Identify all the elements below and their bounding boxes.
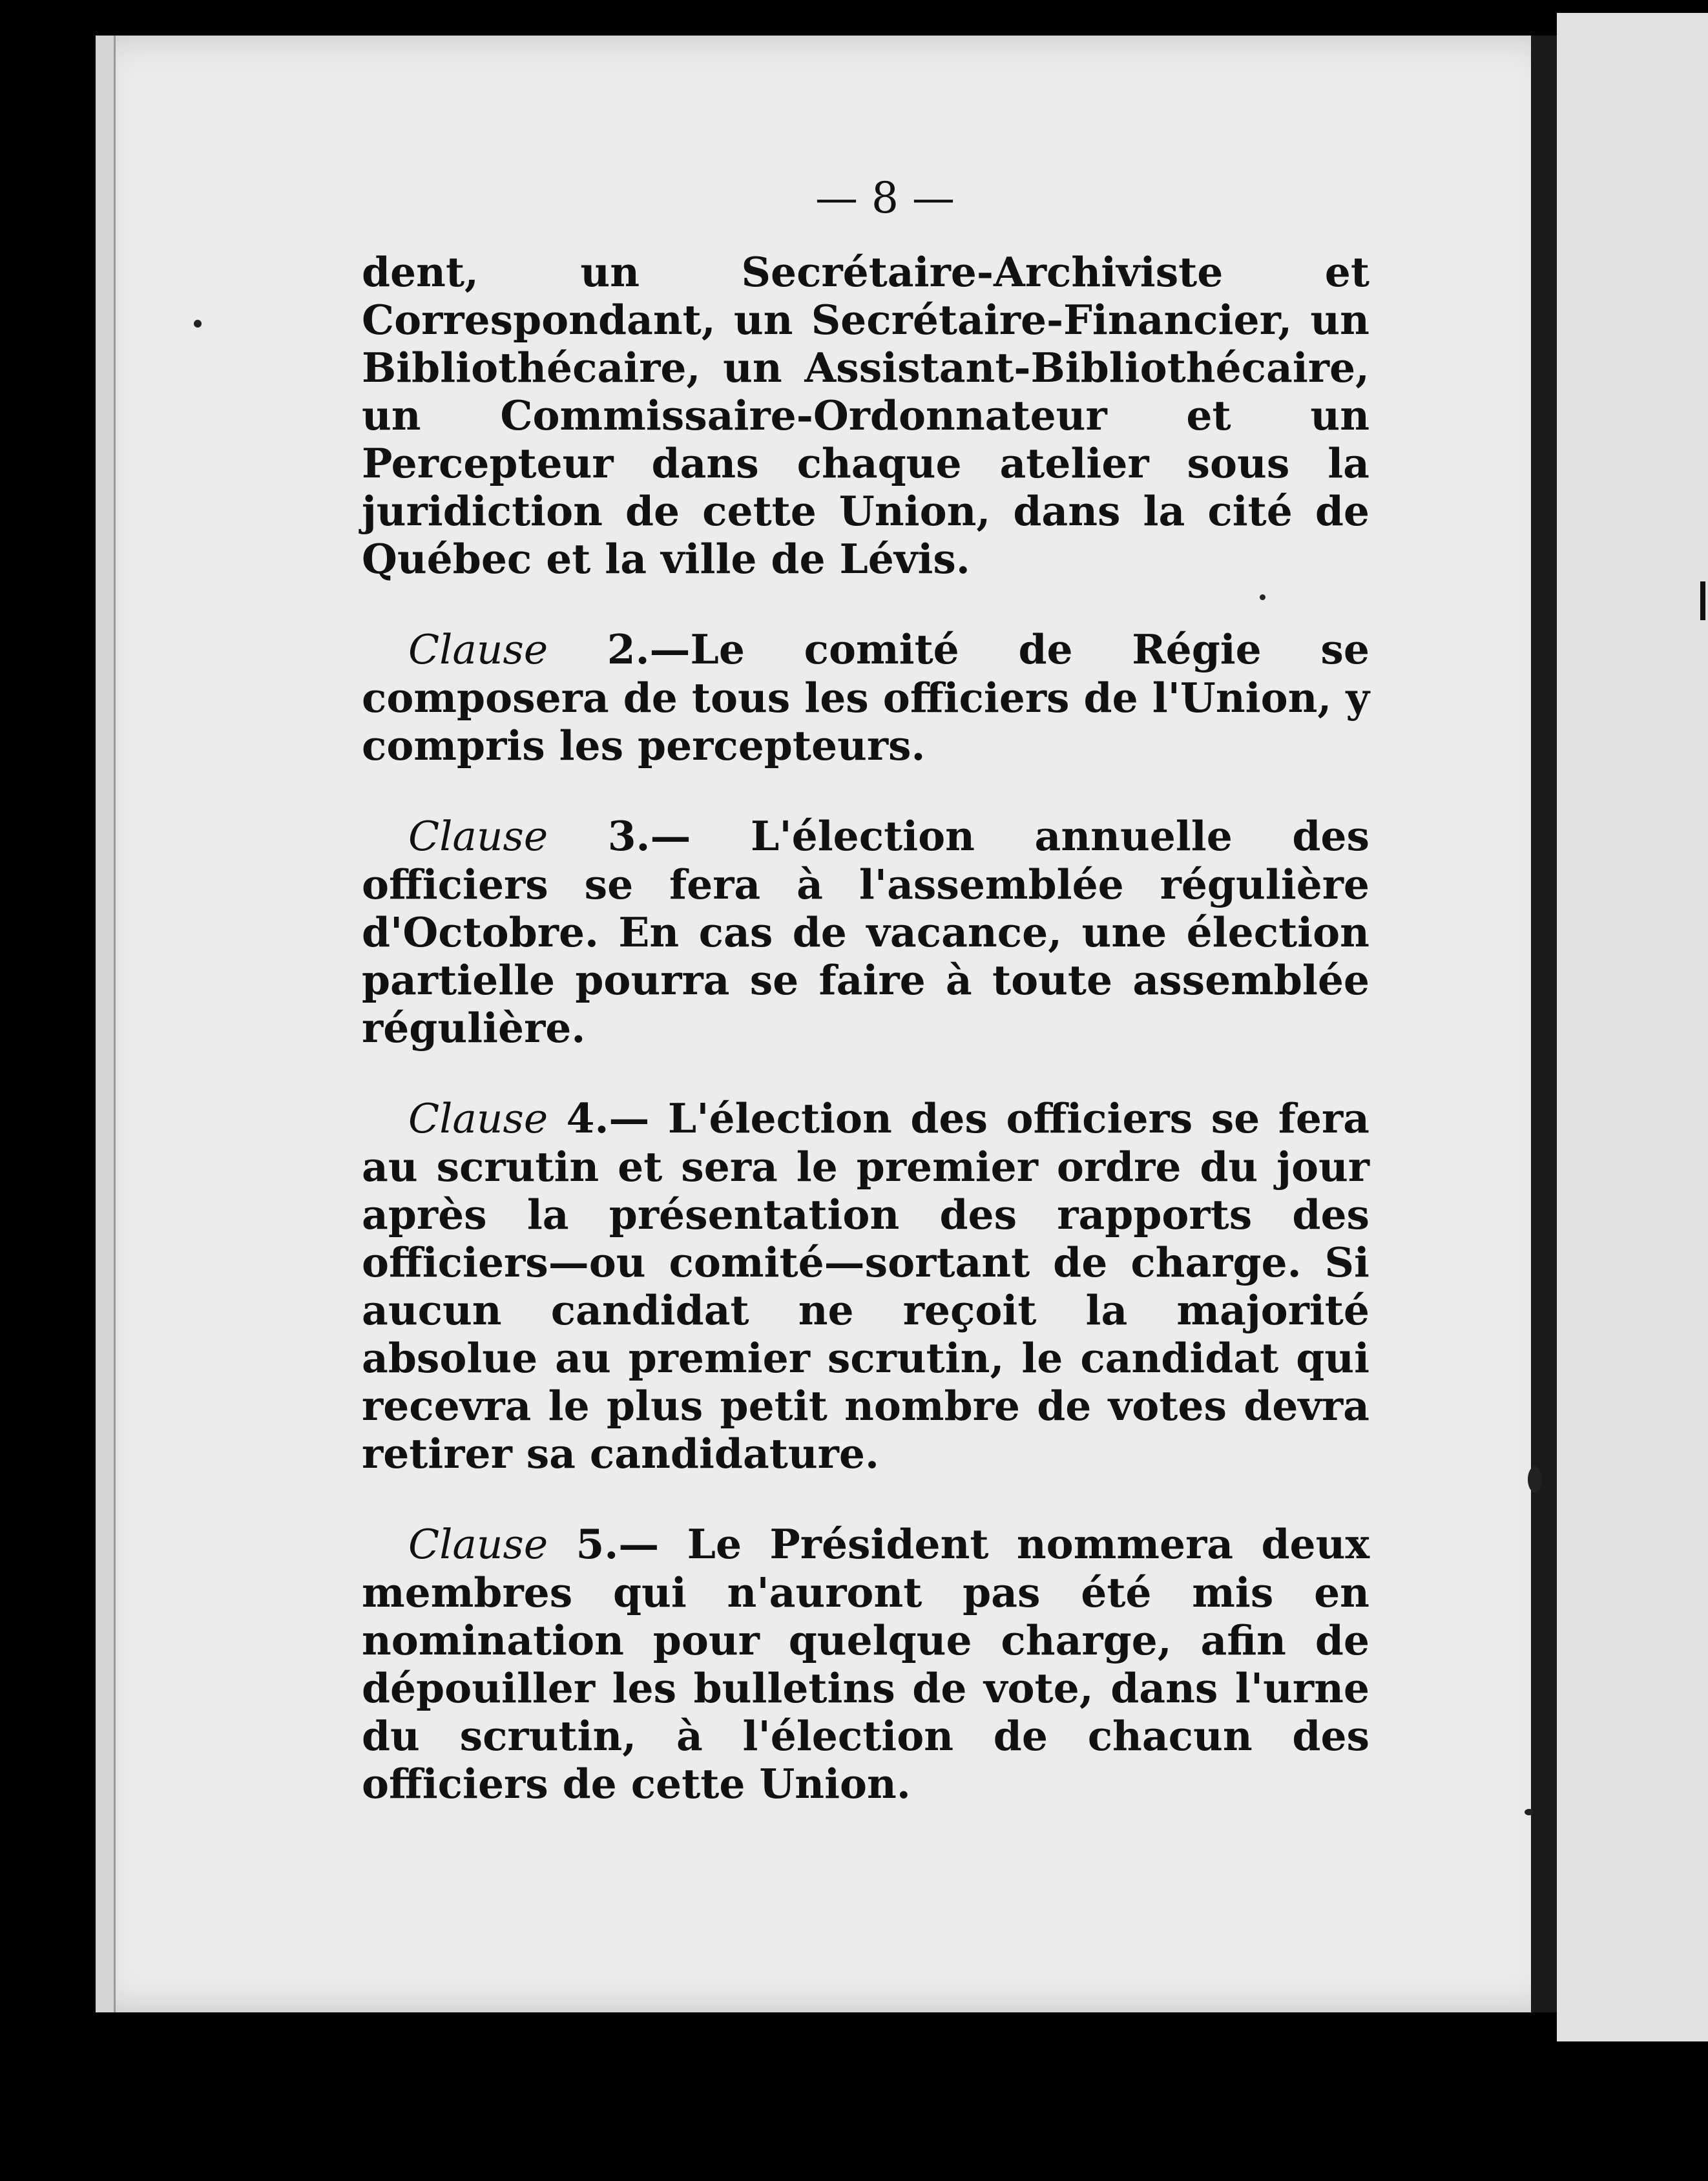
paragraph-text: 2.—Le comité de Régie se composera de tous les officiers de l'Union, y compris les percepteurs. [362, 625, 1370, 769]
clause-label: Clause [408, 813, 548, 860]
facing-page-mark [1700, 581, 1705, 620]
paragraph-intro [362, 248, 1370, 583]
clause-label: Clause [408, 1095, 548, 1142]
page-number: — 8 — [815, 173, 955, 223]
page-edge [96, 36, 116, 2012]
paragraph-clause-5 [362, 1520, 1370, 1808]
book-gutter [1531, 36, 1557, 2012]
page-text [362, 174, 1370, 1850]
paragraph-text: dent, un Secrétaire-Archiviste et Correspondant, un Secrétaire-Financier, un Bibliothécaire, un Assistant-Bibliothécaire, un Commissaire-Ordonnateur et un Percepteur dans chaque atelier sous la juridiction de cette Union, dans la cité de Québec et la ville de Lévis. [362, 248, 1370, 583]
paragraph-clause-4 [362, 1094, 1370, 1477]
paragraph-text: 3.— L'élection annuelle des officiers se fera à l'assemblée régulière d'Octobre. En cas de vacance, une élection partielle pourra se faire à toute assemblée régulière. [362, 812, 1370, 1052]
clause-label: Clause [408, 626, 548, 673]
clause-label: Clause [408, 1521, 548, 1568]
paragraph-clause-2 [362, 625, 1370, 769]
ink-speck [194, 320, 202, 328]
ink-speck [1528, 1466, 1542, 1492]
facing-page-edge [1557, 13, 1708, 2041]
paragraph-text: 5.— Le Président nommera deux membres qui n'auront pas été mis en nomination pour quelque charge, afin de dépouiller les bulletins de vote, dans l'urne du scrutin, à l'élection de chacun des officiers de cette Union. [362, 1520, 1370, 1808]
paragraph-text: 4.— L'élection des officiers se fera au scrutin et sera le premier ordre du jour après la présentation des rapports des officiers—ou comité—sortant de charge. Si aucun candidat ne reçoit la majorité absolue au premier scrutin, le candidat qui recevra le plus petit nombre de votes devra retirer sa candidature. [362, 1094, 1370, 1477]
ink-speck [1525, 1809, 1534, 1815]
paragraph-clause-3 [362, 812, 1370, 1052]
